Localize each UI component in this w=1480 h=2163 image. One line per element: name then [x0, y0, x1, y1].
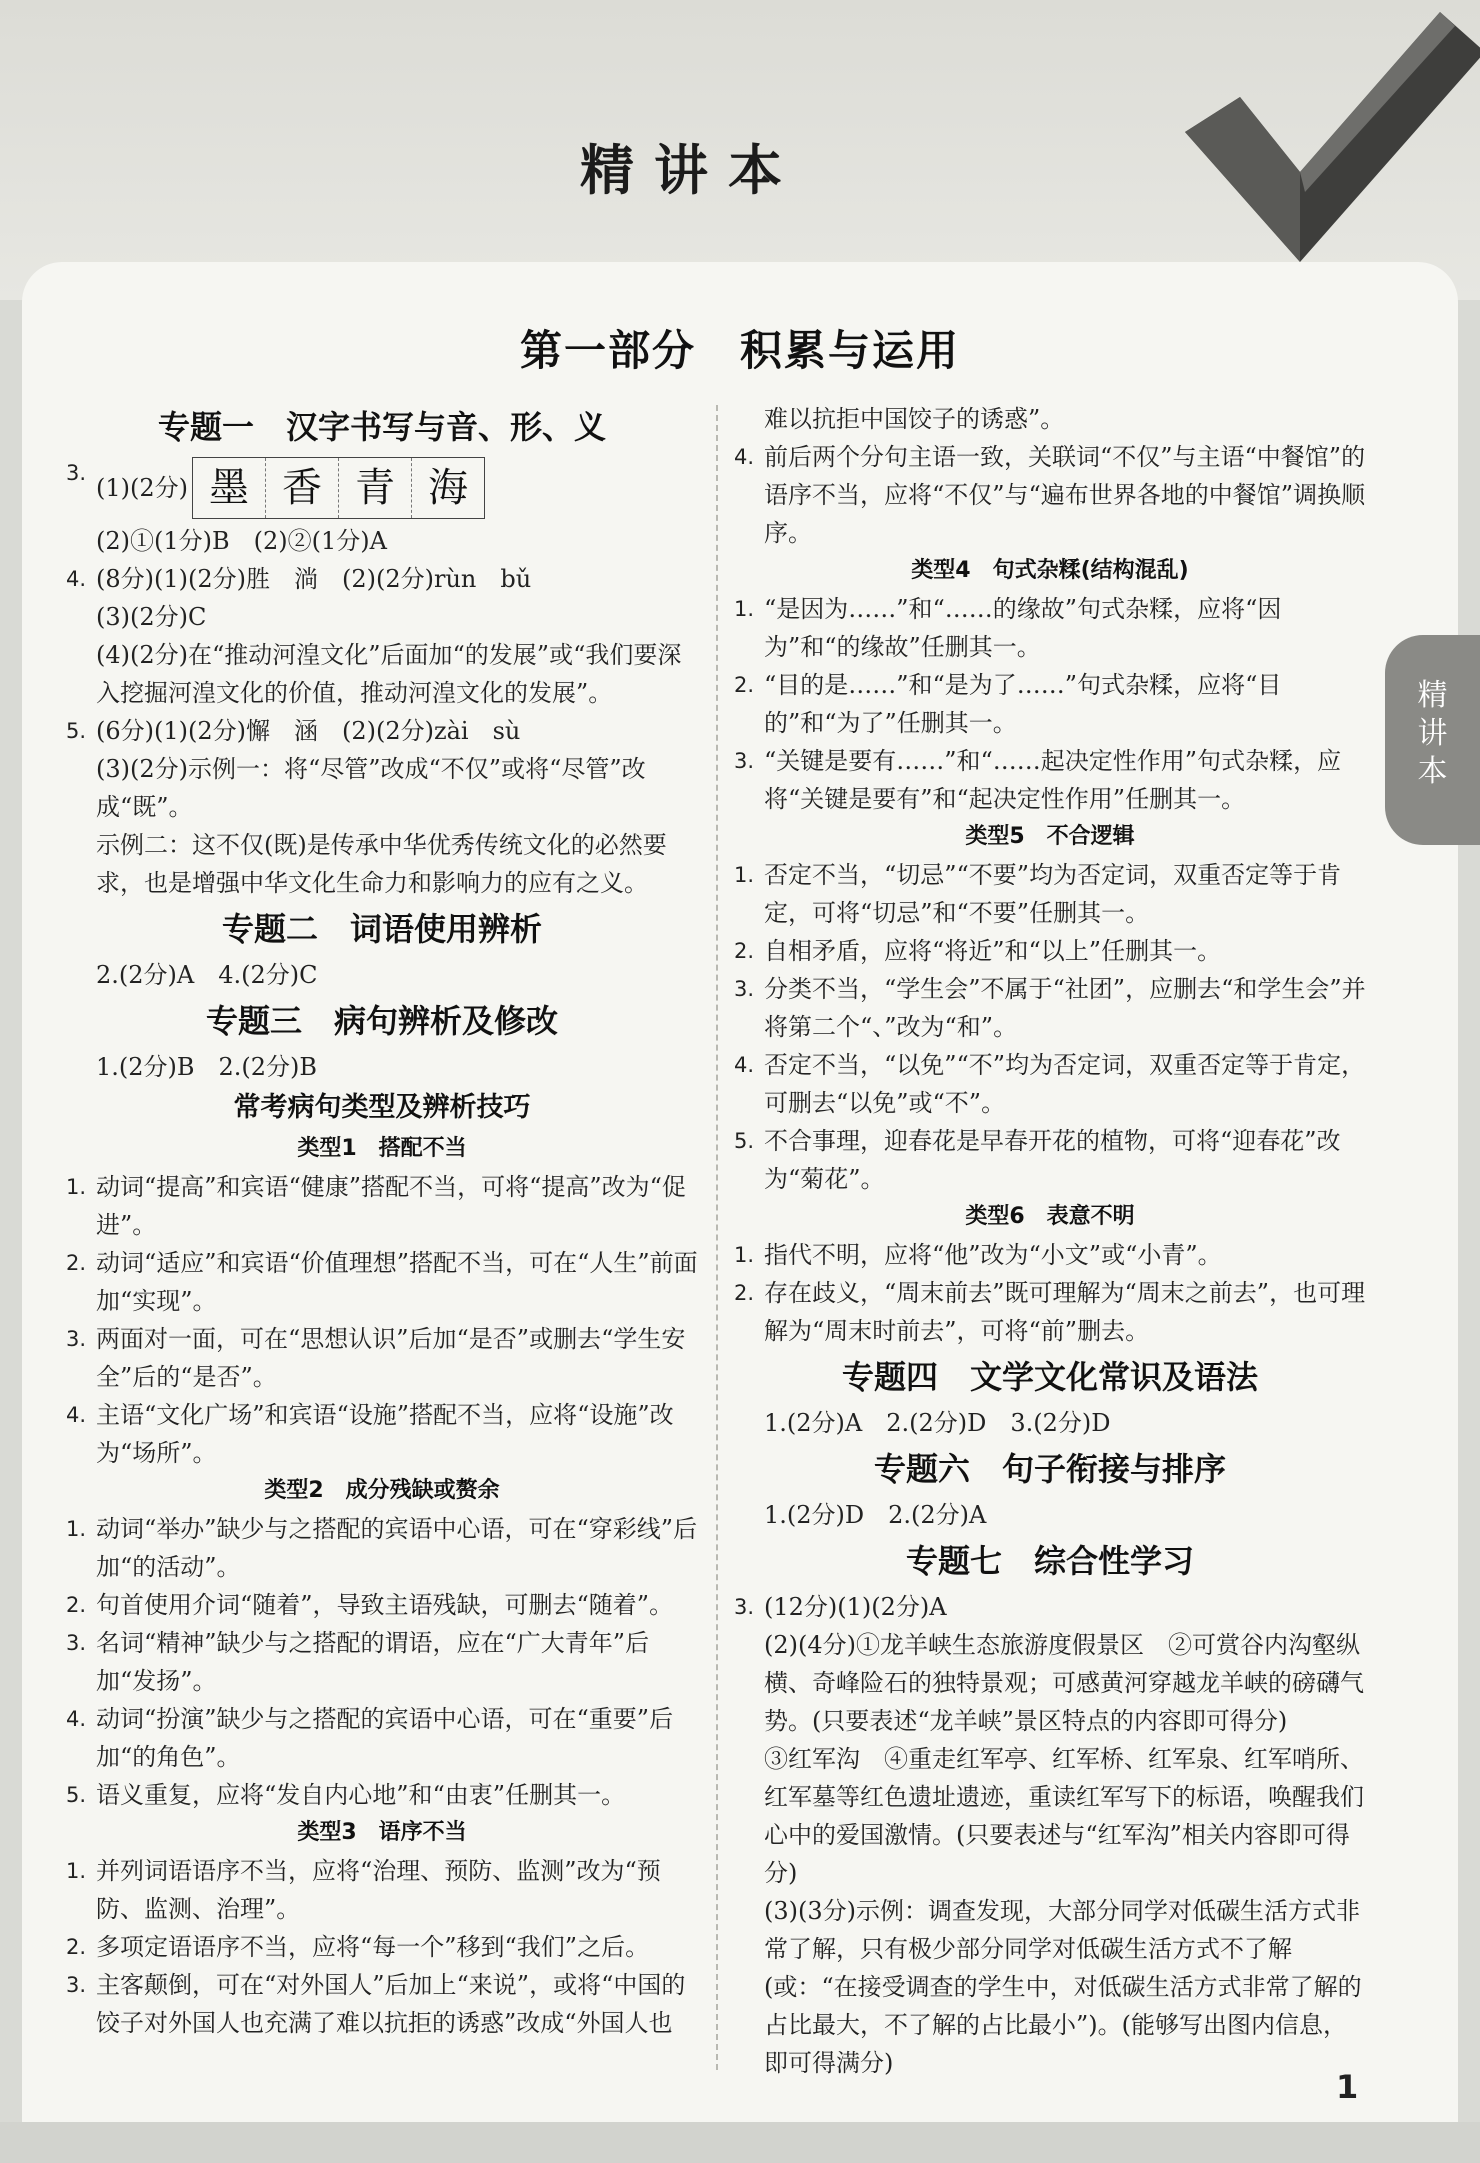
item-number: 2.	[734, 673, 755, 697]
item-text: 语义重复，应将“发自内心地”和“由衷”任删其一。	[96, 1781, 626, 1809]
bottom-band	[0, 2122, 1480, 2163]
list-item	[730, 1236, 1370, 1274]
type3-list	[62, 1852, 702, 2042]
q-number: 4.	[66, 567, 87, 591]
item-text: 动词“适应”和宾语“价值理想”搭配不当，可在“人生”前面加“实现”。	[96, 1249, 698, 1315]
list-item	[62, 1168, 702, 1244]
item-text: 句首使用介词“随着”，导致主语残缺，可删去“随着”。	[96, 1591, 674, 1619]
page-number: 1	[1336, 2068, 1359, 2106]
type6-title: 类型6 表意不明	[965, 1204, 1135, 1229]
list-item	[730, 590, 1370, 666]
item-number: 4.	[66, 1403, 87, 1427]
type5-title: 类型5 不合逻辑	[965, 824, 1135, 849]
topic4-title: 专题四 文学文化常识及语法	[841, 1358, 1258, 1396]
q3-label: (1)(2分)	[96, 474, 188, 502]
grid-char: 青	[339, 458, 412, 518]
topic6-answers: 1.(2分)D 2.(2分)A	[764, 1501, 987, 1529]
topic2-title: 专题二 词语使用辨析	[221, 910, 542, 948]
type2-title: 类型2 成分残缺或赘余	[264, 1478, 500, 1503]
topic7-title: 专题七 综合性学习	[905, 1542, 1194, 1580]
q5-line: 示例二：这不仅(既)是传承中华优秀传统文化的必然要求，也是增强中华文化生命力和影响力的应有之义。	[96, 831, 667, 897]
list-item	[62, 1510, 702, 1586]
item-text: 自相矛盾，应将“将近”和“以上”任删其一。	[764, 937, 1222, 965]
side-tab-char: 本	[1417, 754, 1448, 789]
q4-line: (3)(2分)C	[96, 603, 207, 631]
item-text: “关键是要有……”和“……起决定性作用”句式杂糅，应将“关键是要有”和“起决定性作用”任删其一。	[764, 747, 1342, 813]
grid-char: 墨	[193, 458, 266, 518]
list-item	[62, 1966, 702, 2042]
grid-char: 香	[266, 458, 339, 518]
topic1-q3	[62, 454, 702, 560]
list-item	[730, 438, 1370, 552]
item-number: 5.	[66, 1783, 87, 1807]
list-item	[62, 1700, 702, 1776]
type3-continuation: 难以抗拒中国饺子的诱惑”。	[764, 405, 1065, 433]
list-item	[62, 1320, 702, 1396]
type4-title: 类型4 句式杂糅(结构混乱)	[911, 558, 1189, 583]
list-item	[730, 666, 1370, 742]
q3-line2: (2)①(1分)B (2)②(1分)A	[96, 527, 387, 555]
topic6-title: 专题六 句子衔接与排序	[873, 1450, 1226, 1488]
q3-line: ③红军沟 ④重走红军亭、红军桥、红军泉、红军哨所、红军墓等红色遗址遗迹，重读红军写下的标语，唤醒我们心中的爱国激情。(只要表述与“红军沟”相关内容即可得分)	[764, 1745, 1364, 1887]
item-text: 前后两个分句主语一致，关联词“不仅”与主语“中餐馆”的语序不当，应将“不仅”与“遍布世界各地的中餐馆”调换顺序。	[764, 443, 1366, 547]
topic1-title: 专题一 汉字书写与音、形、义	[157, 408, 606, 446]
list-item	[730, 856, 1370, 932]
header-title: 精讲本	[580, 138, 802, 202]
side-tab-char: 精	[1417, 678, 1448, 713]
item-text: 分类不当，“学生会”不属于“社团”，应删去“和学生会”并将第二个“、”改为“和”。	[764, 975, 1366, 1041]
item-text: 指代不明，应将“他”改为“小文”或“小青”。	[764, 1241, 1222, 1269]
left-column	[62, 400, 702, 2042]
item-number: 2.	[66, 1593, 87, 1617]
topic7-q3	[730, 1588, 1370, 2082]
item-text: “是因为……”和“……的缘故”句式杂糅，应将“因为”和“的缘故”任删其一。	[764, 595, 1282, 661]
checkmark-icon	[1185, 12, 1480, 262]
item-number: 2.	[734, 1281, 755, 1305]
item-text: 并列词语语序不当，应将“治理、预防、监测”改为“预防、监测、治理”。	[96, 1857, 661, 1923]
list-item	[62, 1586, 702, 1624]
item-number: 3.	[66, 1327, 87, 1351]
item-number: 4.	[734, 1053, 755, 1077]
side-tab[interactable]	[1385, 635, 1480, 845]
list-item	[730, 1274, 1370, 1350]
topic3-answers: 1.(2分)B 2.(2分)B	[96, 1053, 318, 1081]
topic3-subhead: 常考病句类型及辨析技巧	[233, 1092, 531, 1123]
topic4-answers: 1.(2分)A 2.(2分)D 3.(2分)D	[764, 1409, 1111, 1437]
item-number: 1.	[734, 1243, 755, 1267]
item-number: 5.	[734, 1129, 755, 1153]
item-number: 1.	[66, 1859, 87, 1883]
list-item	[730, 970, 1370, 1046]
q3-line: (12分)(1)(2分)A	[764, 1593, 947, 1621]
item-number: 3.	[66, 1631, 87, 1655]
item-text: 多项定语语序不当，应将“每一个”移到“我们”之后。	[96, 1933, 650, 1961]
list-item	[62, 1396, 702, 1472]
item-number: 3.	[734, 977, 755, 1001]
item-number: 1.	[66, 1517, 87, 1541]
item-number: 1.	[66, 1175, 87, 1199]
list-item	[62, 1624, 702, 1700]
q3-line: (2)(4分)①龙羊峡生态旅游度假景区 ②可赏谷内沟壑纵横、奇峰险石的独特景观；可感黄河穿越龙羊峡的磅礴气势。(只要表述“龙羊峡”景区特点的内容即可得分)	[764, 1631, 1364, 1735]
q4-line: (8分)(1)(2分)胜 淌 (2)(2分)rùn bǔ	[96, 565, 532, 593]
type2-list	[62, 1510, 702, 1814]
type1-title: 类型1 搭配不当	[297, 1136, 467, 1161]
list-item	[62, 1852, 702, 1928]
item-text: 否定不当，“切忌”“不要”均为否定词，双重否定等于肯定，可将“切忌”和“不要”任删其一。	[764, 861, 1342, 927]
char-grid	[192, 457, 485, 519]
q5-line: (6分)(1)(2分)懈 涵 (2)(2分)zài sù	[96, 717, 521, 745]
item-number: 3.	[66, 1973, 87, 1997]
item-number: 2.	[66, 1251, 87, 1275]
list-item	[730, 1122, 1370, 1198]
list-item	[730, 742, 1370, 818]
item-text: 不合事理，迎春花是早春开花的植物，可将“迎春花”改为“菊花”。	[764, 1127, 1341, 1193]
type1-list	[62, 1168, 702, 1472]
list-item	[62, 1928, 702, 1966]
topic2-answers: 2.(2分)A 4.(2分)C	[96, 961, 318, 989]
type5-list	[730, 856, 1370, 1198]
item-text: 主语“文化广场”和宾语“设施”搭配不当，应将“设施”改为“场所”。	[96, 1401, 674, 1467]
item-number: 2.	[66, 1935, 87, 1959]
q5-line: (3)(2分)示例一：将“尽管”改成“不仅”或将“尽管”改成“既”。	[96, 755, 646, 821]
item-number: 2.	[734, 939, 755, 963]
part-title: 第一部分 积累与运用	[519, 326, 960, 375]
item-number: 1.	[734, 597, 755, 621]
topic3-title: 专题三 病句辨析及修改	[205, 1002, 558, 1040]
list-item	[62, 1776, 702, 1814]
item-number: 4.	[66, 1707, 87, 1731]
item-number: 3.	[734, 749, 755, 773]
q-number: 5.	[66, 719, 87, 743]
type3-title: 类型3 语序不当	[297, 1820, 467, 1845]
q4-line: (4)(2分)在“推动河湟文化”后面加“的发展”或“我们要深入挖掘河湟文化的价值，推动河湟文化的发展”。	[96, 641, 682, 707]
item-number: 4.	[734, 445, 755, 469]
list-item	[730, 932, 1370, 970]
side-tab-char: 讲	[1417, 716, 1448, 751]
item-text: “目的是……”和“是为了……”句式杂糅，应将“目的”和“为了”任删其一。	[764, 671, 1282, 737]
item-text: 名词“精神”缺少与之搭配的谓语，应在“广大青年”后加“发扬”。	[96, 1629, 650, 1695]
grid-char: 海	[428, 465, 468, 511]
item-text: 动词“扮演”缺少与之搭配的宾语中心语，可在“重要”后加“的角色”。	[96, 1705, 674, 1771]
list-item	[62, 1244, 702, 1320]
item-text: 否定不当，“以免”“不”均为否定词，双重否定等于肯定，可删去“以免”或“不”。	[764, 1051, 1366, 1117]
q-number: 3.	[66, 461, 87, 485]
item-text: 存在歧义，“周末前去”既可理解为“周末之前去”，也可理解为“周末时前去”，可将“前”删去。	[764, 1279, 1366, 1345]
q-number: 3.	[734, 1595, 755, 1619]
right-column	[730, 400, 1370, 2082]
item-text: 动词“举办”缺少与之搭配的宾语中心语，可在“穿彩线”后加“的活动”。	[96, 1515, 698, 1581]
type6-list	[730, 1236, 1370, 1350]
item-text: 两面对一面，可在“思想认识”后加“是否”或删去“学生安全”后的“是否”。	[96, 1325, 686, 1391]
item-text: 主客颠倒，可在“对外国人”后加上“来说”，或将“中国的饺子对外国人也充满了难以抗拒的诱惑”改成“外国人也	[96, 1971, 686, 2037]
item-number: 1.	[734, 863, 755, 887]
column-divider	[716, 405, 718, 2070]
item-text: 动词“提高”和宾语“健康”搭配不当，可将“提高”改为“促进”。	[96, 1173, 686, 1239]
type4-list	[730, 590, 1370, 818]
q3-line: (3)(3分)示例：调查发现，大部分同学对低碳生活方式非常了解，只有极少部分同学对低碳生活方式不了解(或：“在接受调查的学生中，对低碳生活方式非常了解的占比最大，不了解的占比最小”)。(能够写出图内信息，即可得满分)	[764, 1897, 1362, 2077]
topic1-q4	[62, 560, 702, 712]
topic1-q5	[62, 712, 702, 902]
list-item	[730, 1046, 1370, 1122]
